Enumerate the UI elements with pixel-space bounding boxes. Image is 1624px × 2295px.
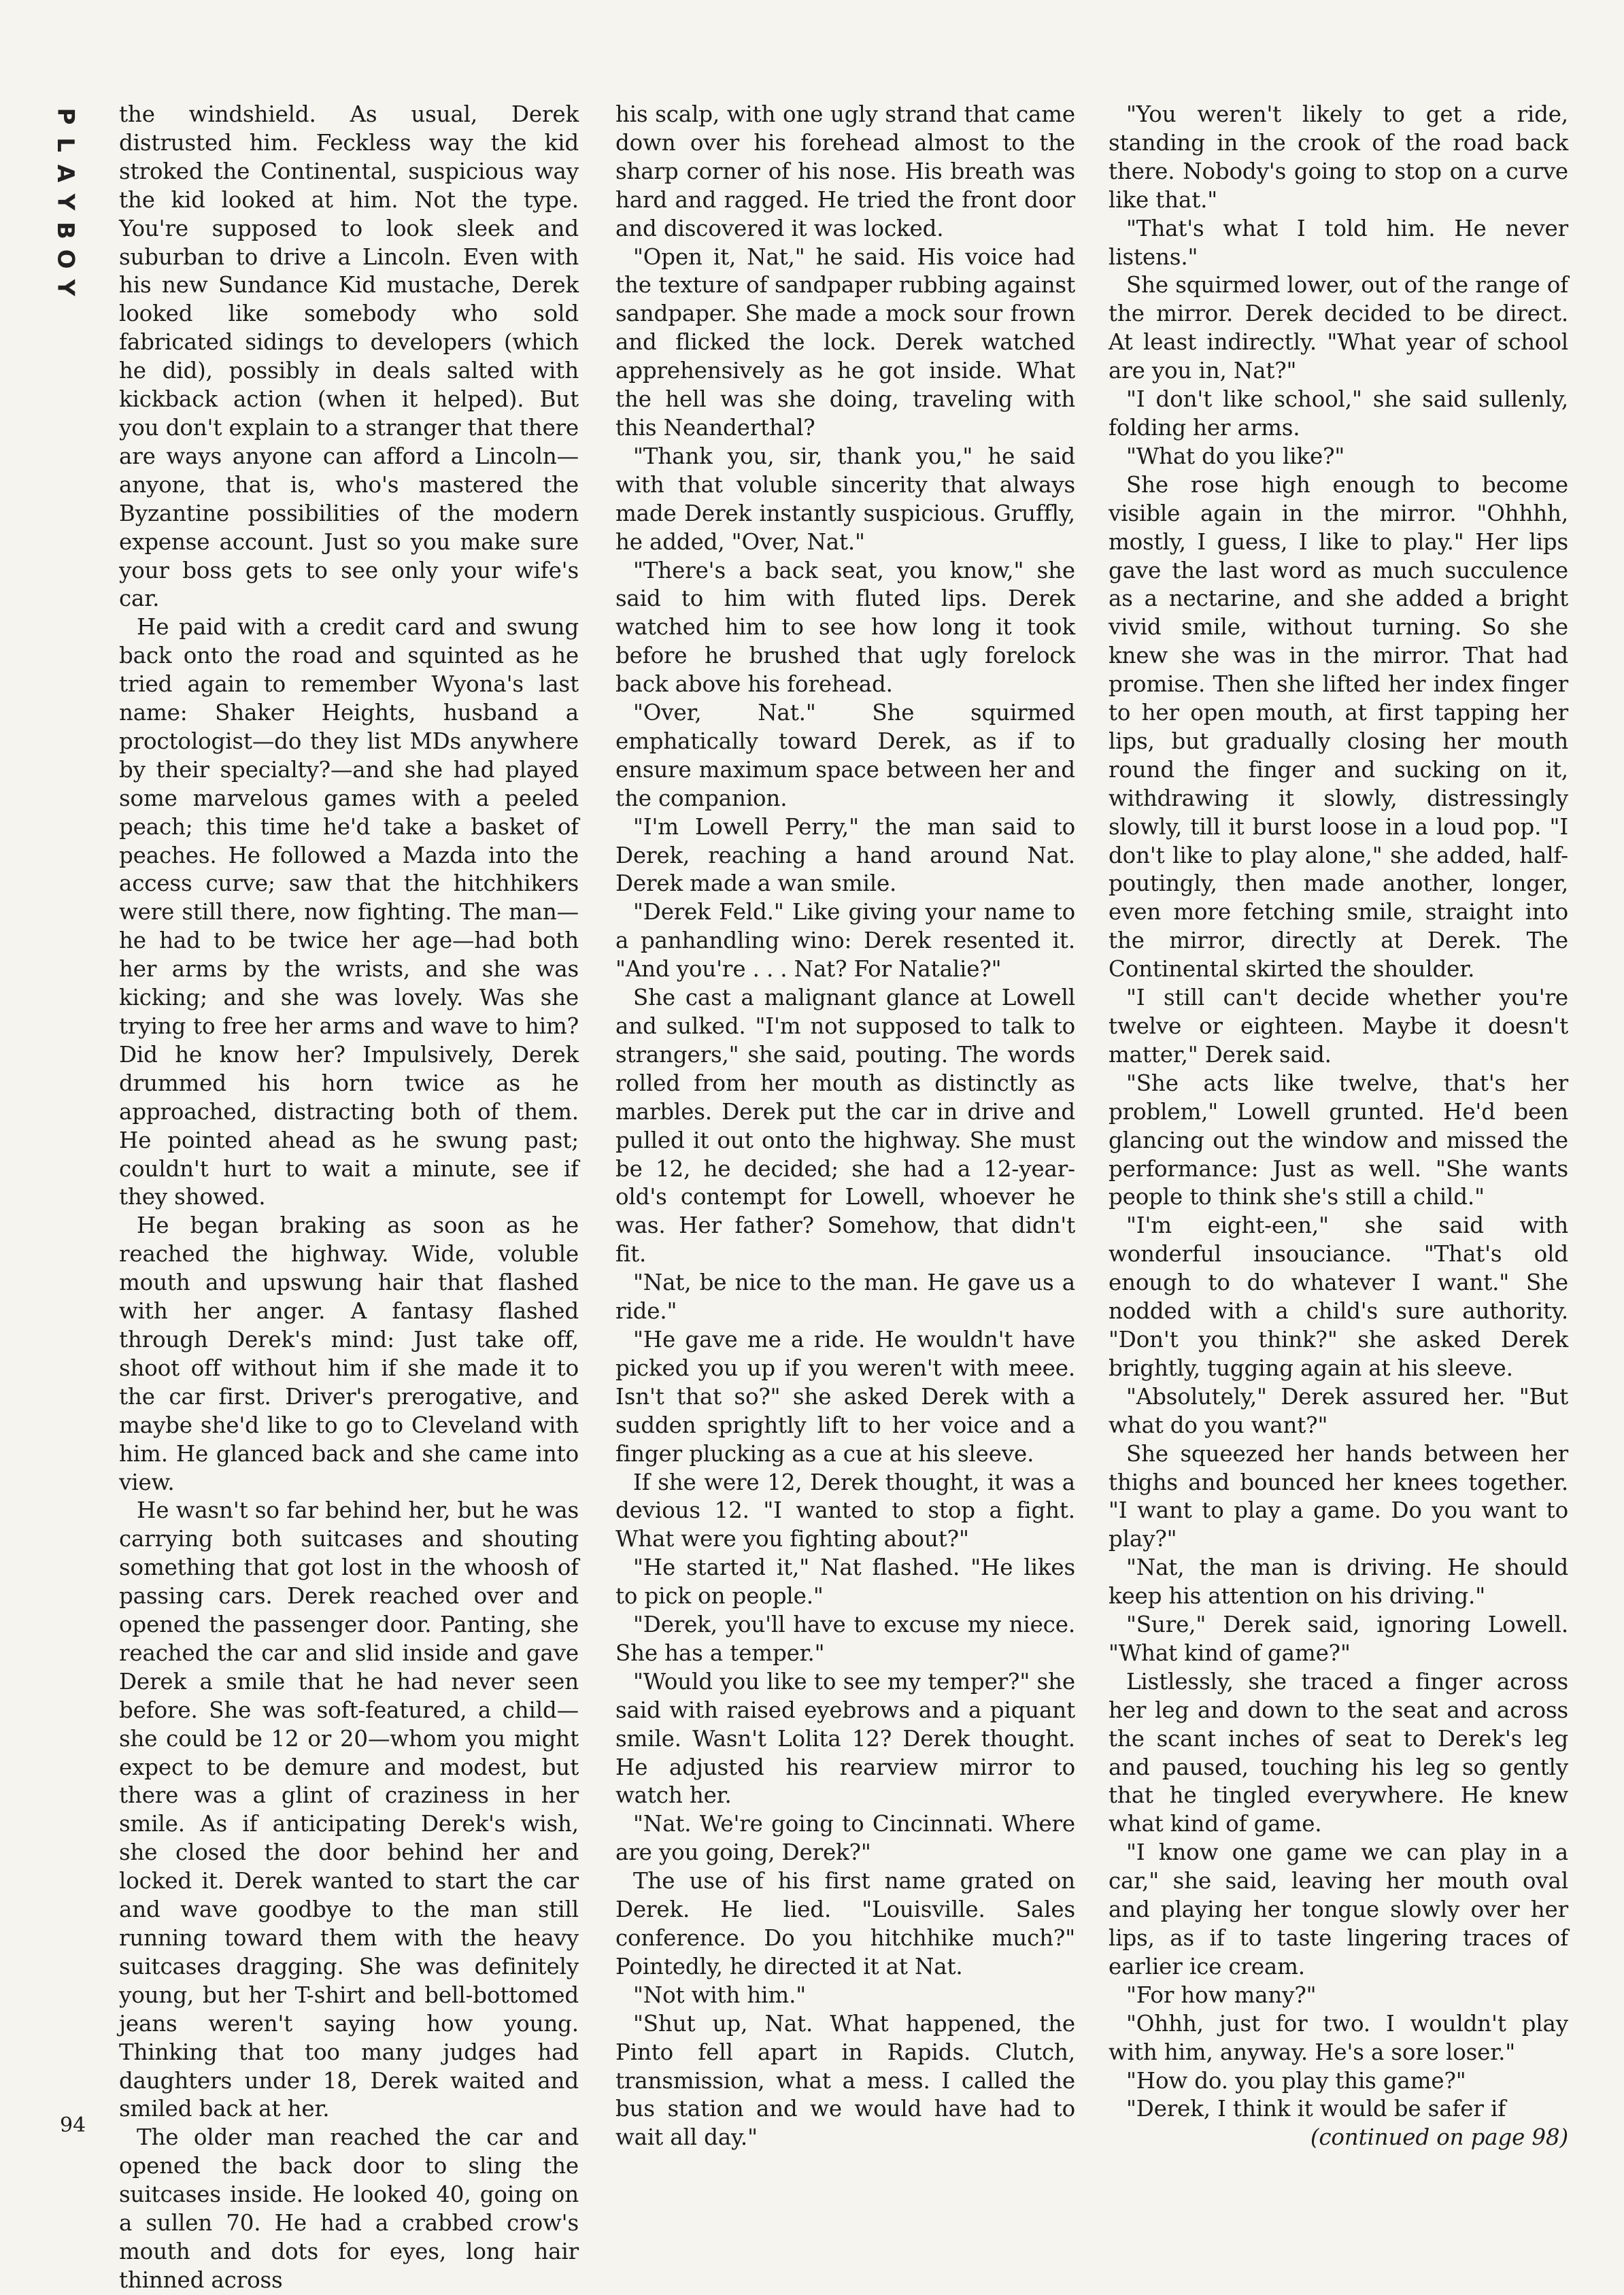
text-column-3 <box>1109 101 1568 2152</box>
spine-letter: P <box>51 107 79 125</box>
paragraph: his scalp, with one ugly strand that came down over his forehead almost to the sharp corner of his nose. His breath was hard and ragged. He tried the front door and discovered it was locked. <box>615 101 1075 241</box>
spine-letter: L <box>51 137 79 152</box>
paragraph: Listlessly, she traced a finger across her leg and down to the seat and across the scant inches of seat to Derek's leg and paused, touching his leg so gently that he tingled everywhere. He knew what kind of game. <box>1109 1668 1568 1837</box>
paragraph: "Nat. We're going to Cincinnati. Where are you going, Derek?" <box>615 1811 1075 1866</box>
paragraph: "He gave me a ride. He wouldn't have picked you up if you weren't with meee. Isn't that so?" she asked Derek with a sudden sprightly lift to her voice and a finger plucking as a cue at his sleeve. <box>615 1326 1075 1467</box>
paragraph: "I know one game we can play in a car," she said, leaving her mouth oval and playing her tongue slowly over her lips, as if to taste lingering traces of earlier ice cream. <box>1109 1839 1568 1979</box>
paragraph: "Not with him." <box>633 1982 807 2008</box>
paragraph: The use of his first name grated on Derek. He lied. "Louisville. Sales conference. Do you hitchhike much?" Pointedly, he directed it at Nat. <box>615 1868 1075 1979</box>
spine-source <box>0 0 1 1</box>
paragraph: "Derek, you'll have to excuse my niece. She has a temper." <box>615 1612 1075 1666</box>
paragraph: "Absolutely," Derek assured her. "But what do you want?" <box>1109 1383 1568 1438</box>
paragraph: the windshield. As usual, Derek distrusted him. Feckless way the kid stroked the Continental, suspicious way the kid looked at him. Not the type. You're supposed to look sleek and suburban to drive a Lincoln. Even with his new Sundance Kid mustache, Derek looked like somebody who sold fabricated sidings to developers (which he did), possibly in deals salted with kickback action (when it helped). But you don't explain to a stranger that there are ways anyone can afford a Lincoln—anyone, that is, who's mastered the Byzantine possibilities of the modern expense account. Just so you make sure your boss gets to see only your wife's car. <box>119 101 579 612</box>
spine-letter: Y <box>52 279 79 296</box>
paragraph: He wasn't so far behind her, but he was carrying both suitcases and shouting something that got lost in the whoosh of passing cars. Derek reached over and opened the passenger door. Panting, she reached the car and slid inside and gave Derek a smile that he had never seen before. She was soft-featured, a child—she could be 12 or 20—whom you might expect to be demure and modest, but there was a glint of craziness in her smile. As if anticipating Derek's wish, she closed the door behind her and locked it. Derek wanted to start the car and wave goodbye to the man still running toward them with the heavy suitcases dragging. She was definitely young, but her T-shirt and bell-bottomed jeans weren't saying how young. Thinking that too many judges had daughters under 18, Derek waited and smiled back at her. <box>119 1497 579 2122</box>
paragraph: "Derek Feld." Like giving your name to a panhandling wino: Derek resented it. "And you're . . . Nat? For Natalie?" <box>615 899 1075 983</box>
paragraph: "Would you like to see my temper?" she said with raised eyebrows and a piquant smile. Wasn't Lolita 12? Derek thought. He adjusted his rearview mirror to watch her. <box>615 1668 1075 1809</box>
paragraph: If she were 12, Derek thought, it was a devious 12. "I wanted to stop a fight. What were you fighting about?" <box>615 1469 1075 1552</box>
paragraph: "What do you like?" <box>1126 443 1345 469</box>
spine-letter: A <box>51 164 79 183</box>
paragraph: She squirmed lower, out of the range of the mirror. Derek decided to be direct. At least indirectly. "What year of school are you in, Nat?" <box>1109 272 1568 384</box>
paragraph: "Ohhh, just for two. I wouldn't play with him, anyway. He's a sore loser." <box>1109 2010 1568 2065</box>
paragraph: The older man reached the car and opened the back door to sling the suitcases inside. He looked 40, going on a sullen 70. He had a crabbed crow's mouth and dots for eyes, long hair thinned across <box>119 2124 579 2293</box>
spine-letter: B <box>51 222 79 239</box>
paragraph: "I'm Lowell Perry," the man said to Derek, reaching a hand around Nat. Derek made a wan smile. <box>615 813 1075 897</box>
magazine-spine-label <box>45 102 86 302</box>
paragraph: "I'm eight-een," she said with wonderful insouciance. "That's old enough to do whatever I want." She nodded with a child's sure authority. "Don't you think?" she asked Derek brightly, tugging again at his sleeve. <box>1109 1212 1568 1381</box>
paragraph: "For how many?" <box>1126 1982 1317 2008</box>
continued-note: (continued on page 98) <box>1310 2124 1568 2151</box>
paragraph: "I still can't decide whether you're twelve or eighteen. Maybe it doesn't matter," Derek said. <box>1109 985 1568 1068</box>
paragraph: "Open it, Nat," he said. His voice had the texture of sandpaper rubbing against sandpaper. She made a mock sour frown and flicked the lock. Derek watched apprehensively as he got inside. What the hell was she doing, traveling with this Neanderthal? <box>615 243 1075 441</box>
spine-letter: O <box>52 249 79 269</box>
paragraph: "Nat, the man is driving. He should keep his attention on his driving." <box>1109 1554 1568 1610</box>
paragraph: "You weren't likely to get a ride, standing in the crook of the road back there. Nobody's going to stop on a curve like that." <box>1109 101 1568 213</box>
paragraph: "Derek, I think it would be safer if <box>1126 2096 1506 2122</box>
paragraph: He paid with a credit card and swung back onto the road and squinted as he tried again to remember Wyona's last name: Shaker Heights, husband a proctologist—do they list MDs anywhere by their specialty?—and she had played some marvelous games with a peeled peach; this time he'd take a basket of peaches. He followed a Mazda into the access curve; saw that the hitchhikers were still there, now fighting. The man—he had to be twice her age—had both her arms by the wrists, and she was kicking; and she was lovely. Was she trying to free her arms and wave to him? Did he know her? Impulsively, Derek drummed his horn twice as he approached, distracting both of them. He pointed ahead as he swung past; couldn't hurt to wait a minute, see if they showed. <box>119 614 579 1210</box>
paragraph: He began braking as soon as he reached the highway. Wide, voluble mouth and upswung hair that flashed with her anger. A fantasy flashed through Derek's mind: Just take off, shoot off without him if she made it to the car first. Driver's prerogative, and maybe she'd like to go to Cleveland with him. He glanced back and she came into view. <box>119 1212 579 1495</box>
paragraph: "He started it," Nat flashed. "He likes to pick on people." <box>615 1554 1075 1610</box>
paragraph: "She acts like twelve, that's her problem," Lowell grunted. He'd been glancing out the window and missed the performance: Just as well. "She wants people to think she's still a child." <box>1109 1070 1568 1210</box>
spine-letter: Y <box>52 193 79 211</box>
text-column-1 <box>119 101 579 2295</box>
paragraph: "I don't like school," she said sullenly, folding her arms. <box>1109 386 1568 441</box>
paragraph: "Shut up, Nat. What happened, the Pinto fell apart in Rapids. Clutch, transmission, what a mess. I called the bus station and we would have had to wait all day." <box>615 2010 1075 2151</box>
paragraph: "How do. you play this game?" <box>1126 2067 1466 2094</box>
page-number: 94 <box>60 2113 86 2137</box>
paragraph: "Sure," Derek said, ignoring Lowell. "What kind of game?" <box>1109 1612 1568 1666</box>
paragraph: "Thank you, sir, thank you," he said with that voluble sincerity that always made Derek instantly suspicious. Gruffly, he added, "Over, Nat." <box>615 443 1075 555</box>
paragraph: "Nat, be nice to the man. He gave us a ride." <box>615 1270 1075 1325</box>
paragraph: "Over, Nat." She squirmed emphatically toward Derek, as if to ensure maximum space between her and the companion. <box>615 700 1075 811</box>
paragraph: "That's what I told him. He never listens." <box>1109 215 1568 270</box>
paragraph: She cast a malignant glance at Lowell and sulked. "I'm not supposed to talk to strangers," she said, pouting. The words rolled from her mouth as distinctly as marbles. Derek put the car in drive and pulled it out onto the highway. She must be 12, he decided; she had a 12-year-old's contempt for Lowell, whoever he was. Her father? Somehow, that didn't fit. <box>615 985 1075 1268</box>
paragraph: She squeezed her hands between her thighs and bounced her knees together. "I want to play a game. Do you want to play?" <box>1109 1440 1568 1552</box>
paragraph: "There's a back seat, you know," she said to him with fluted lips. Derek watched him to see how long it took before he brushed that ugly forelock back above his forehead. <box>615 557 1075 698</box>
text-column-2 <box>615 101 1075 2152</box>
paragraph: She rose high enough to become visible again in the mirror. "Ohhhh, mostly, I guess, I like to play." Her lips gave the last word as much succulence as a nectarine, and she added a bright vivid smile, without turning. So she knew she was in the mirror. That had promise. Then she lifted her index finger to her open mouth, at first tapping her lips, but gradually closing her mouth round the finger and sucking on it, withdrawing it slowly, distressingly slowly, till it burst loose in a loud pop. "I don't like to play alone," she added, half-poutingly, then made another, longer, even more fetching smile, straight into the mirror, directly at Derek. The Continental skirted the shoulder. <box>1109 471 1568 983</box>
